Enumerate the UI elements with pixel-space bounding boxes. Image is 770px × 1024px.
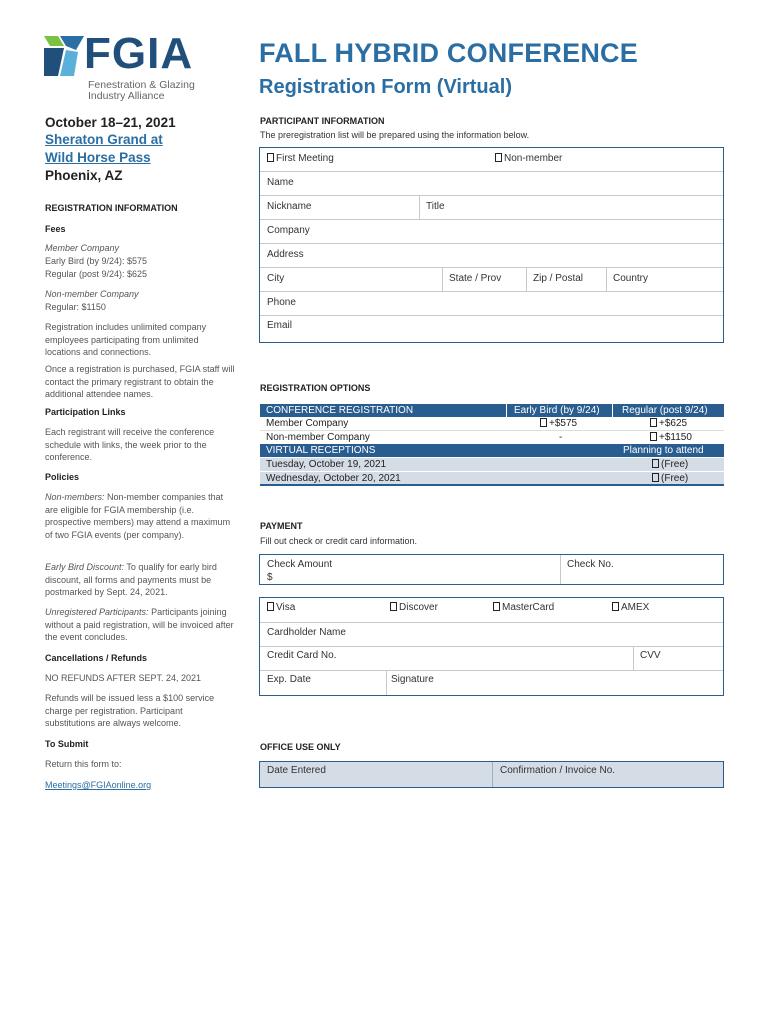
nickname-field[interactable]: Nickname <box>267 201 312 212</box>
member-regular-option[interactable]: +$625 <box>650 417 687 430</box>
card-no-field[interactable]: Credit Card No. <box>267 650 337 661</box>
checkbox-icon <box>267 602 274 611</box>
no-refunds-text: NO REFUNDS AFTER SEPT. 24, 2021 <box>45 673 202 683</box>
submit-heading: To Submit <box>45 739 89 749</box>
state-field[interactable]: State / Prov <box>449 273 502 284</box>
planning-label: Planning to attend <box>623 445 704 456</box>
cardholder-field[interactable]: Cardholder Name <box>267 627 346 638</box>
participant-form <box>259 147 724 343</box>
name-field[interactable]: Name <box>267 177 294 188</box>
logo-wordmark: FGIA <box>84 29 194 78</box>
zip-field[interactable]: Zip / Postal <box>533 273 584 284</box>
checkbox-icon <box>267 153 274 162</box>
participant-intro: The preregistration list will be prepared using the information below. <box>260 130 530 140</box>
payment-heading: PAYMENT <box>260 521 303 531</box>
fees-early-bird: Early Bird (by 9/24): $575 <box>45 256 148 266</box>
non-member-label: Non-member <box>504 153 563 164</box>
checkbox-icon <box>652 473 659 482</box>
event-city: Phoenix, AZ <box>45 168 123 183</box>
regular-col-label: Regular (post 9/24) <box>622 405 708 416</box>
policy-nonmembers <box>45 491 235 541</box>
participant-heading: PARTICIPANT INFORMATION <box>260 116 385 126</box>
checkbox-icon <box>650 418 657 427</box>
exp-date-field[interactable]: Exp. Date <box>267 674 311 685</box>
member-company-row <box>260 417 724 430</box>
virtual-receptions-label: VIRTUAL RECEPTIONS <box>266 445 376 456</box>
checkbox-icon <box>540 418 547 427</box>
fees-nonmember-company: Non-member Company <box>45 289 139 299</box>
nonmember-early-value: - <box>559 432 563 443</box>
once-purchased-text: Once a registration is purchased, FGIA staff will contact the primary registrant to obtain the additional attendee names. <box>45 364 235 399</box>
tuesday-label: Tuesday, October 19, 2021 <box>266 459 387 470</box>
cancellations-heading: Cancellations / Refunds <box>45 653 148 663</box>
confirmation-field[interactable]: Confirmation / Invoice No. <box>500 765 616 776</box>
page-subtitle: Registration Form (Virtual) <box>259 76 512 98</box>
policy-unregistered-text: Participants joining without a paid registration, will be invoiced after the event concludes. <box>45 607 234 642</box>
options-table <box>260 404 724 486</box>
mastercard-checkbox[interactable]: MasterCard <box>493 602 554 613</box>
checkbox-icon <box>650 432 657 441</box>
fees-regular: Regular (post 9/24): $625 <box>45 269 148 279</box>
policy-earlybird <box>45 561 230 599</box>
checkbox-icon <box>495 153 502 162</box>
reg-info-heading: REGISTRATION INFORMATION <box>45 203 178 213</box>
checkbox-icon <box>612 602 619 611</box>
email-field[interactable]: Email <box>267 320 293 331</box>
wednesday-label: Wednesday, October 20, 2021 <box>266 473 401 484</box>
venue-link-2[interactable]: Wild Horse Pass <box>45 150 151 165</box>
refunds-text: Refunds will be issued less a $100 service charge per registration. Participant substitutions are always welcome. <box>45 693 215 728</box>
first-meeting-label: First Meeting <box>276 153 334 164</box>
check-no-field[interactable]: Check No. <box>567 559 614 570</box>
policy-nonmembers-text: Non-member companies that are eligible for FGIA membership (i.e. prospective members) may attend a maximum of two FGIA events (per company). <box>45 492 231 540</box>
company-field[interactable]: Company <box>267 225 310 236</box>
payment-intro: Fill out check or credit card information. <box>260 536 418 546</box>
fees-nonmember-regular: Regular: $1150 <box>45 302 106 312</box>
fees-member-company: Member Company <box>45 243 120 253</box>
visa-checkbox[interactable]: Visa <box>267 602 295 613</box>
card-box <box>259 597 724 696</box>
logo-subtitle-1: Fenestration & Glazing <box>88 79 195 91</box>
options-heading: REGISTRATION OPTIONS <box>260 383 371 393</box>
check-box <box>259 554 724 585</box>
non-member-checkbox[interactable] <box>495 153 562 164</box>
policy-unregistered <box>45 606 235 644</box>
fees-heading: Fees <box>45 224 66 234</box>
nonmember-regular-option[interactable]: +$1150 <box>650 431 692 444</box>
policy-earlybird-text: To qualify for early bird discount, all forms and payments must be postmarked by Sept. 24, 2021. <box>45 562 217 597</box>
page-title: FALL HYBRID CONFERENCE <box>259 38 638 68</box>
title-field[interactable]: Title <box>426 201 445 212</box>
tuesday-row <box>260 458 724 471</box>
cvv-field[interactable]: CVV <box>640 650 661 661</box>
includes-text: Registration includes unlimited company employees participating from unlimited locations and connections. <box>45 322 207 357</box>
venue-link-1[interactable]: Sheraton Grand at <box>45 132 163 147</box>
event-dates: October 18–21, 2021 <box>45 115 176 130</box>
participation-text: Each registrant will receive the conference schedule with links, the week prior to the conference. <box>45 427 215 462</box>
policies-heading: Policies <box>45 472 80 482</box>
return-text: Return this form to: <box>45 759 122 769</box>
discover-checkbox[interactable]: Discover <box>390 602 438 613</box>
wednesday-row <box>260 471 724 484</box>
first-meeting-checkbox[interactable] <box>267 153 334 164</box>
virtual-receptions-row <box>260 444 724 457</box>
policy-unregistered-label: Unregistered Participants: <box>45 607 149 617</box>
options-header-row <box>260 404 724 417</box>
city-field[interactable]: City <box>267 273 285 284</box>
member-company-label: Member Company <box>266 418 349 429</box>
country-field[interactable]: Country <box>613 273 649 284</box>
tuesday-option[interactable]: (Free) <box>652 458 688 471</box>
office-heading: OFFICE USE ONLY <box>260 742 341 752</box>
policy-earlybird-label: Early Bird Discount: <box>45 562 125 572</box>
conf-reg-label: CONFERENCE REGISTRATION <box>266 405 414 416</box>
address-field[interactable]: Address <box>267 249 304 260</box>
amex-checkbox[interactable]: AMEX <box>612 602 649 613</box>
fgia-logo <box>44 29 214 104</box>
email-link[interactable]: Meetings@FGIAonline.org <box>45 780 152 790</box>
participation-heading: Participation Links <box>45 407 126 417</box>
early-col-label: Early Bird (by 9/24) <box>514 405 600 416</box>
wednesday-option[interactable]: (Free) <box>652 472 688 485</box>
check-amount-field[interactable]: Check Amount <box>267 559 333 570</box>
policy-nonmembers-label: Non-members: <box>45 492 105 502</box>
checkbox-icon <box>493 602 500 611</box>
nonmember-company-label: Non-member Company <box>266 432 370 443</box>
phone-field[interactable]: Phone <box>267 297 296 308</box>
member-early-option[interactable]: +$575 <box>540 417 577 430</box>
logo-subtitle-2: Industry Alliance <box>88 90 165 102</box>
signature-field[interactable]: Signature <box>391 674 434 685</box>
date-entered-field[interactable]: Date Entered <box>267 765 326 776</box>
dollar-sign: $ <box>267 572 273 583</box>
nonmember-company-row <box>260 430 724 443</box>
checkbox-icon <box>390 602 397 611</box>
office-box <box>259 761 724 788</box>
fgia-logo-mark-icon <box>44 36 84 76</box>
checkbox-icon <box>652 459 659 468</box>
